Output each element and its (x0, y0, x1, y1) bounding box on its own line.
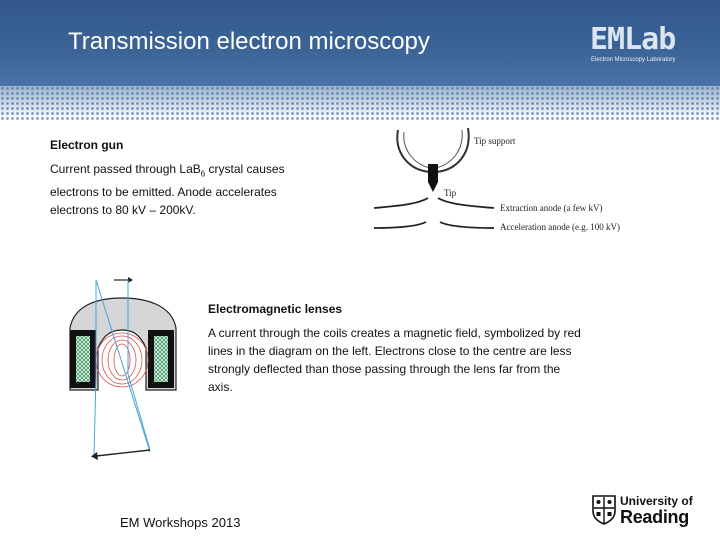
university-line1: University of (620, 494, 693, 508)
extraction-anode-label: Extraction anode (a few kV) (500, 203, 603, 213)
tip-point (428, 182, 438, 192)
university-line2: Reading (620, 507, 689, 527)
extraction-anode-left (374, 198, 428, 208)
university-logo (592, 492, 702, 532)
lenses-title: Electromagnetic lenses (208, 302, 343, 316)
logo-text: EMLab (590, 22, 676, 57)
emlab-logo (590, 24, 700, 68)
tip-support-label: Tip support (474, 136, 516, 146)
gun-text-part2: crystal causes electrons to be emitted. Anode accelerates electrons to 80 kV – 200kV. (50, 162, 285, 218)
acceleration-anode-left (374, 222, 426, 228)
dotted-band (0, 86, 720, 120)
gun-text-subscript: 6 (200, 169, 206, 179)
electron-gun-text (50, 160, 306, 219)
page-title: Transmission electron microscopy (68, 28, 430, 55)
tip-support-left (397, 130, 430, 172)
shield-icon (592, 495, 616, 525)
field-lines (96, 333, 148, 387)
tip-label: Tip (444, 188, 457, 198)
tip-body (428, 164, 438, 182)
extraction-anode-right (438, 198, 494, 208)
lenses-text: A current through the coils creates a magnetic field, symbolized by red lines in the diagram on the left. Electrons close to the centre are less strongly deflected than those passing through the lens far from the axis. (208, 326, 581, 394)
left-coil (76, 336, 90, 382)
electron-gun-diagram (368, 124, 648, 244)
electron-gun-title: Electron gun (50, 138, 124, 152)
acceleration-anode-right (440, 222, 494, 228)
gun-text-part1: Current passed through LaB (50, 162, 201, 176)
right-coil (154, 336, 168, 382)
entry-arrow-head (128, 277, 133, 283)
electromagnetic-lens-diagram (66, 270, 186, 470)
tip-support-right (436, 128, 469, 172)
footer-text: EM Workshops 2013 (120, 515, 241, 530)
acceleration-anode-label: Acceleration anode (e.g. 100 kV) (500, 222, 620, 232)
image-arrow-line (96, 450, 150, 456)
logo-subtitle: Electron Microscopy Laboratory (591, 57, 676, 63)
